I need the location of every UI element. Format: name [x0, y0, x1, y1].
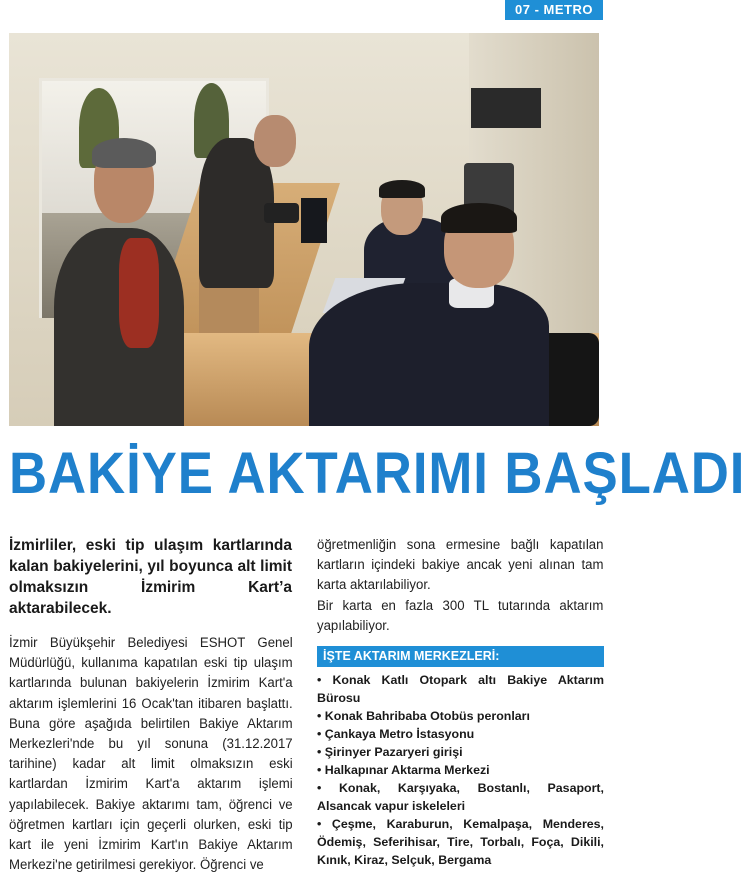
list-item: • Konak Bahribaba Otobüs peronları: [317, 709, 530, 724]
list-item: • Şirinyer Pazaryeri girişi: [317, 745, 463, 760]
article-body: İzmir Büyükşehir Belediyesi ESHOT Genel Müdürlüğü, kullanıma kapatılan eski tip ulaşım kartlarında bulunan bakiyelerin İzmirim Kart'a aktarım işlemlerini 16 Ocak'tan itibaren başlattı. Buna göre aşağıda belirtilen Bakiye Aktarım Merkezleri'nde bu yıl sonuna (31.12.2017 tarihine) kadar alt limit olmaksızın eski kartlardan İzmirim Kart'a aktarım işlemi yapılabilecek. Bakiye aktarımı tam, öğrenci ve öğretmen kartları için geçerli olurken, eski tip kart ile yeni İzmirim Kart'ın Bakiye Aktarım Merkezi'ne getirilmesi gerekiyor. Öğrenci ve: [9, 635, 293, 874]
list-item: • Çankaya Metro İstasyonu: [317, 727, 475, 742]
list-item: • Konak, Karşıyaka, Bostanlı, Pasaport, Alsancak vapur iskeleleri: [317, 781, 604, 814]
list-item: • Çeşme, Karaburun, Kemalpaşa, Menderes, Ödemiş, Seferihisar, Tire, Torbalı, Foça, Dikili, Kınık, Kiraz, Selçuk, Bergama: [317, 817, 604, 868]
article-body-continued: öğretmenliğin sona ermesine bağlı kapatılan kartların içindeki bakiye ancak yeni alınan tam karta aktarılabiliyor.: [317, 537, 604, 594]
centers-header: İŞTE AKTARIM MERKEZLERİ:: [317, 646, 604, 667]
article-column-left: [9, 535, 292, 875]
centers-list: [317, 671, 604, 869]
article-column-right: [317, 535, 604, 869]
news-photo: [9, 33, 599, 426]
article-lead: İzmirliler, eski tip ulaşım kartlarında kalan bakiyelerini, yıl boyunca alt limit olmaksızın İzmirim Kart’a aktarabilecek.: [9, 537, 292, 617]
list-item: • Konak Katlı Otopark altı Bakiye Aktarım Bürosu: [317, 673, 604, 706]
page-section-tag: 07 - METRO: [505, 0, 603, 20]
article-transfer-limit: Bir karta en fazla 300 TL tutarında aktarım yapılabiliyor.: [317, 597, 604, 634]
list-item: • Halkapınar Aktarma Merkezi: [317, 763, 490, 778]
article-headline: BAKİYE AKTARIMI BAŞLADI: [9, 441, 745, 506]
